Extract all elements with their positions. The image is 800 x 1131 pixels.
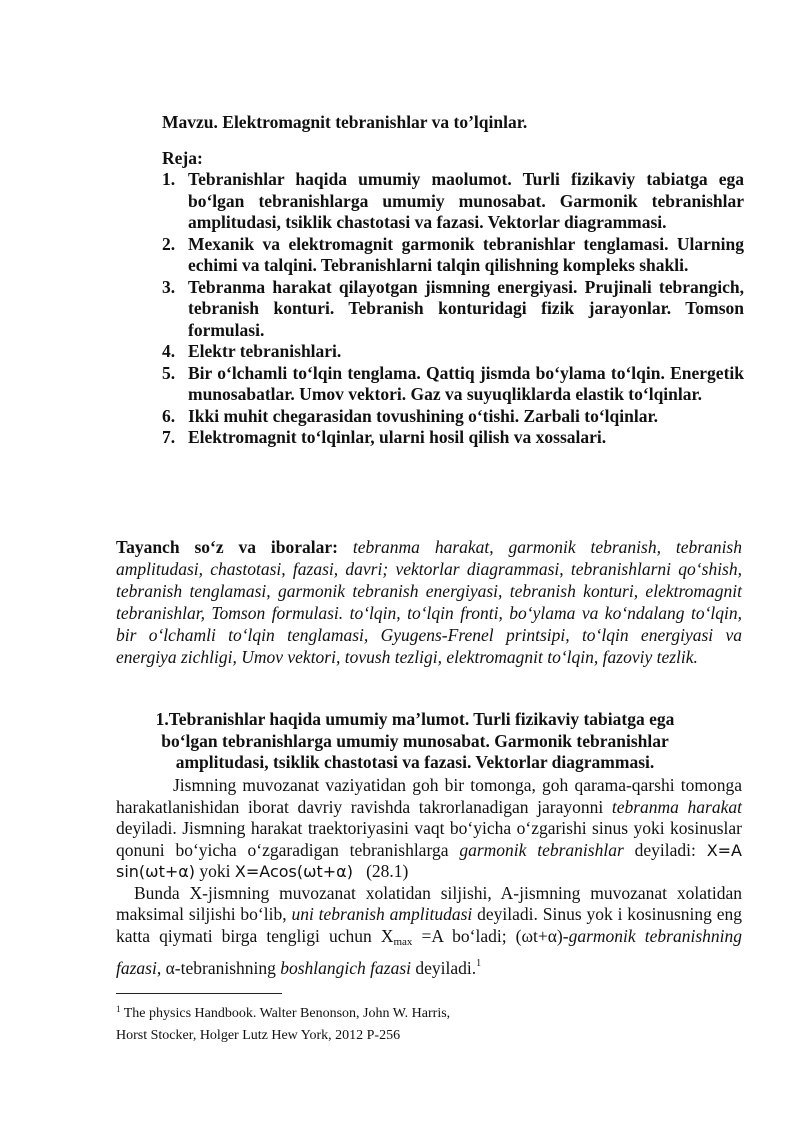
plan-item-number: 2.	[162, 233, 176, 254]
footnote-reference: 1	[476, 958, 482, 969]
plan-item	[162, 341, 744, 363]
footnote-text: Horst Stocker, Holger Lutz Hew York, 2012 P-256	[116, 1028, 401, 1043]
plan-item-text: Ikki muhit chegarasidan tovushining o‘tishi. Zarbali to‘lqinlar.	[188, 405, 659, 426]
term-phase: garmonik tebranishning fazasi	[116, 925, 742, 978]
footnote-divider	[116, 993, 282, 994]
plan-list	[162, 169, 744, 449]
text-run: yoki	[195, 861, 235, 881]
plan-item	[162, 234, 744, 277]
text-run: deyiladi.	[411, 958, 477, 978]
equation-number: (28.1)	[366, 861, 409, 881]
plan-item-text: Tebranma harakat qilayotgan jismning energiyasi. Prujinali tebrangich, tebranish konturi. Tebranish konturidagi fizik jarayonlar. Tomson formulasi.	[188, 276, 744, 340]
keywords-label: Tayanch so‘z va iboralar:	[116, 537, 338, 557]
plan-item	[162, 169, 744, 234]
paragraph-2	[116, 883, 742, 980]
footnote-line	[116, 1025, 736, 1047]
plan-item-number: 7.	[162, 427, 176, 447]
text-run: deyiladi. Jismning harakat traektoriyasini vaqt bo‘yicha o‘zgarishi sinus yoki kosinuslar qonuni bo‘yicha o‘zgaradigan tebranishlarga	[116, 818, 742, 860]
term-tebranma-harakat: tebranma harakat	[611, 796, 742, 817]
plan-item-number: 6.	[162, 405, 176, 426]
plan-item	[162, 427, 744, 449]
plan-item-number: 3.	[162, 276, 176, 297]
text-run: =A bo‘ladi; (ωt+α)-	[412, 925, 569, 946]
text-run: Bunda X-jismning muvozanat xolatidan siljishi, A-jismning muvozanat xolatidan maksimal siljishi bo‘lib,	[116, 882, 742, 924]
plan-item-text: Bir o‘lchamli to‘lqin tenglama. Qattiq jismda bo‘ylama to‘lqin. Energetik munosabatlar. Umov vektori. Gaz va suyuqliklarda elastik to‘lqinlar.	[188, 362, 744, 404]
plan-item-text: Elektr tebranishlari.	[188, 341, 342, 361]
text-run: deyiladi:	[623, 839, 707, 860]
plan-item-text: Tebranishlar haqida umumiy maolumot. Turli fizikaviy tabiatga ega bo‘lgan tebranishlarga umumiy munosabat. Garmonik tebranishlar amplitudasi, tsiklik chastotasi va fazasi. Vektorlar diagrammasi.	[188, 169, 744, 232]
formula-sin: X=A sin(ωt+α)	[116, 840, 742, 881]
plan-item	[162, 277, 744, 342]
footnote-line	[116, 998, 736, 1025]
text-run: , α-tebranishning	[156, 958, 281, 978]
keywords-text: tebranma harakat, garmonik tebranish, tebranish amplitudasi, chastotasi, fazasi, davri; vektorlar diagrammasi, tebranishlarni qo‘shish, tebranish tenglamasi, garmonik tebranish energiyasi, tebranish konturi, elektromagnit tebranishlar, Tomson formulasi. to‘lqin, to‘lqin fronti, bo‘ylama va ko‘ndalang to‘lqin, bir o‘lchamli to‘lqin tenglamasi, Gyugens-Frenel printsipi, to‘lqin energiyasi va energiya zichligi, Umov vektori, tovush tezligi, elektromagnit to‘lqin, fazoviy tezlik.	[116, 537, 742, 667]
section-heading: 1.Tebranishlar haqida umumiy ma’lumot. Turli fizikaviy tabiatga ega bo‘lgan tebranishlarga umumiy munosabat. Garmonik tebranishlar amplitudasi, tsiklik chastotasi va fazasi. Vektorlar diagrammasi.	[155, 709, 675, 772]
topic-title: Mavzu. Elektromagnit tebranishlar va to’lqinlar.	[162, 112, 528, 132]
formula-cos: X=Acos(ωt+α)	[234, 862, 353, 881]
plan-label: Reja:	[162, 148, 203, 168]
plan-item-text: Elektromagnit to‘lqinlar, ularni hosil qilish va xossalari.	[188, 427, 607, 447]
text-run: Jismning muvozanat vaziyatidan goh bir tomonga, goh qarama-qarshi tomonga harakatlanishidan iborat davriy ravishda takrorlanadigan jarayonni	[116, 775, 742, 817]
subscript-max: max	[393, 935, 413, 948]
plan-item	[162, 406, 744, 428]
paragraph-1	[116, 775, 742, 883]
footnote-mark: 1	[116, 1004, 121, 1014]
plan-item-number: 4.	[162, 341, 176, 361]
plan-item-number: 5.	[162, 362, 176, 383]
term-initial-phase: boshlangich fazasi	[280, 958, 412, 978]
plan-item	[162, 363, 744, 406]
footnote	[116, 998, 736, 1047]
term-garmonik-tebranishlar: garmonik tebranishlar	[459, 839, 624, 860]
footnote-text: The physics Handbook. Walter Benonson, John W. Harris,	[120, 1006, 451, 1021]
plan-item-number: 1.	[162, 169, 176, 189]
text-run: deyiladi. Sinus yok i kosinusning eng katta qiymati birga tengligi uchun X	[116, 904, 743, 946]
keywords-paragraph	[116, 536, 742, 668]
term-amplitude: uni tebranish amplitudasi	[291, 904, 473, 924]
body-text	[116, 775, 742, 980]
plan-item-text: Mexanik va elektromagnit garmonik tebranishlar tenglamasi. Ularning echimi va talqini. Tebranishlarni talqin qilishning kompleks shakli.	[188, 233, 744, 275]
